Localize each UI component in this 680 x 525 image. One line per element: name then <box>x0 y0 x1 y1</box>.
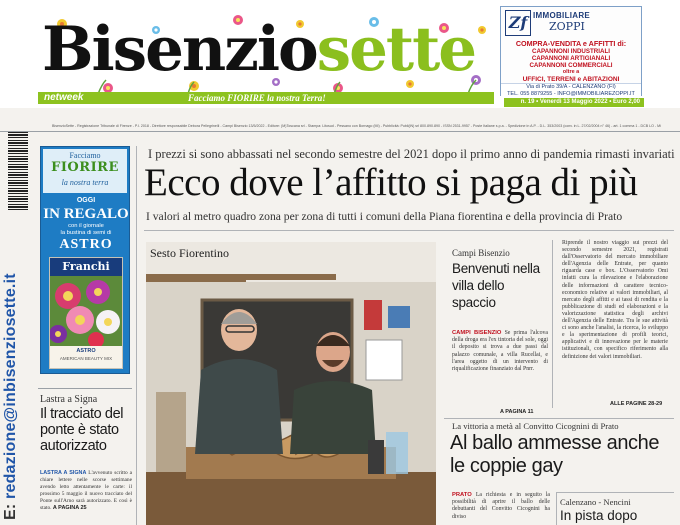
promo-facciamo: Facciamo <box>69 151 101 160</box>
logo-sette: sette <box>316 14 476 85</box>
vertical-email[interactable] <box>2 273 20 520</box>
barcode-icon <box>8 132 28 212</box>
campi-article <box>452 330 548 373</box>
campi-body-text: Se prima l'alcova della droga era l'ex tintoria del sole, oggi il deposito si trova a due passi dal palazzo comunale, a villa Rucellai, e l'area oggetto di un intervento di riqualificazione finanziato dal Pnrr. <box>452 330 548 373</box>
lastra-body-text: L'avvenuto scritto a chiare lettere nelle scorse settimane avendo letto attentamente le carte: il prossimo 5 maggio il nuovo tracciato del Ponte sull'Arno sarà autorizzato. E così è stato. <box>40 470 132 511</box>
main-article-body: Riprende il nostro viaggio sui prezzi del secondo semestre 2021, registrati dall'Osservatorio del mercato immobiliare dell'Agenzia delle Entrate, per quanto riguarda case e box. L'Osservatorio Omi infatti cura la rilevazione e l'elaborazione delle informazioni di carattere tecnico-economico relative ai valori immobiliari, al mercato degli affitti e ai tassi di rendita e la pubblicazione di studi ed elaborazioni e la valorizzazione statistica degli archivi dell'Agenzia delle Entrate. Tra le sue attività ci sono anche l'analisi, la ricerca, lo sviluppo e la sperimentazione di profili teorici, applicativi e di innovazione per le materie istituzionali, con specifico riferimento alla definizione dei valori immobiliari. <box>562 240 668 360</box>
imprint-line: BisenzioSette - Registrazione Tribunale di Firenze - P.I. 2018 - Direttore responsabile Debora Pellegrinelli - Campi Bisenzio 13/5/2022 - Editore: (M)Toscana srl - Stampa: Litosud - Pessano con Bornago (MI) - Pubblicità: Publi(iN) srl 800.890.890 - ISSN 2531-9957 - Poste Italiane s.p.a. - Spedizione in A.P. - D.L. 353/2003 (conv. in L. 27/02/2004 n° 46) - art. 1 comma 1 - DCB LO - Mi <box>52 124 661 128</box>
ad-name-line1: IMMOBILIARE <box>533 11 591 20</box>
seed-variety: AMERICAN BEAUTY MIX <box>59 356 113 361</box>
section-rule <box>444 418 674 419</box>
ballo-article <box>452 492 550 521</box>
promo-astro: ASTRO <box>59 237 113 252</box>
promo-fiorire: FIORIRE <box>51 160 119 175</box>
issue-info: n. 19 • Venerdì 13 Maggio 2022 • Euro 2,00 <box>504 98 644 107</box>
ballo-body-text: La richiesta e in seguito la possibilità di aprire il ballo delle debuttanti del Convitto Cicognini ha diviso <box>452 492 550 520</box>
netweek-logo: netweek <box>44 92 84 103</box>
ad-address: Via di Prato 39/A - CALENZANO (FI) TEL. 055 8879255 - INFO@IMMOBILIAREZOPPI.IT <box>501 83 641 96</box>
campi-kicker: Campi Bisenzio <box>452 248 510 258</box>
seed-packet-image <box>49 257 123 369</box>
zoppi-logo-icon: Zf <box>505 10 531 36</box>
main-kicker: I prezzi si sono abbassati nel secondo semestre del 2021 dopo il primo anno di pandemia rimasti invariati <box>148 147 675 161</box>
ad-headline: COMPRA-VENDITA e AFFITTI di: <box>515 39 627 48</box>
main-page-ref[interactable]: ALLE PAGINE 28-29 <box>610 401 663 407</box>
ballo-lead: PRATO <box>452 492 472 498</box>
immobiliare-zoppi-ad[interactable] <box>500 6 642 96</box>
ad-services-extra: UFFICI, TERRENI e ABITAZIONI <box>522 76 620 83</box>
calenzano-headline[interactable]: In pista dopo <box>560 508 638 523</box>
ad-name-line2: ZOPPI <box>549 20 585 33</box>
seed-name: ASTRO <box>76 348 96 354</box>
column-rule-2 <box>552 240 553 408</box>
sidebar-rule <box>38 388 132 389</box>
calenzano-kicker: Calenzano - Nencini <box>560 497 631 507</box>
sesto-fiorentino-photo[interactable] <box>146 242 436 525</box>
headline-rule <box>144 230 674 231</box>
lastra-headline[interactable]: Il tracciato del ponte è stato autorizzato <box>40 406 124 454</box>
top-rule <box>0 131 680 132</box>
column-rule <box>136 146 137 525</box>
promo-header <box>43 149 127 193</box>
lastra-kicker: Lastra a Signa <box>40 394 98 405</box>
masthead-logo <box>38 10 494 94</box>
photo-caption: Sesto Fiorentino <box>150 246 230 260</box>
main-headline[interactable]: Ecco dove l’affitto si paga di più <box>144 161 638 204</box>
lastra-page-ref[interactable]: A PAGINA 25 <box>52 505 87 511</box>
email-prefix: E: <box>2 503 19 520</box>
campi-headline[interactable]: Benvenuti nella villa dello spaccio <box>452 261 540 310</box>
masthead <box>0 0 680 108</box>
franchi-brand: Franchi <box>50 258 122 276</box>
promo-in-regalo: IN REGALO <box>43 206 129 222</box>
seed-promo-box[interactable] <box>40 146 130 374</box>
ballo-kicker: La vittoria a metà al Convitto Cicognini di Prato <box>452 421 619 431</box>
lastra-lead: LASTRA A SIGNA <box>40 470 87 476</box>
aster-flowers-icon <box>50 276 122 346</box>
campi-lead: CAMPI BISENZIO <box>452 330 502 336</box>
main-subheadline: I valori al metro quadro zona per zona di tutti i comuni della Piana fiorentina e della provincia di Prato <box>146 210 623 223</box>
promo-oggi: OGGI <box>76 197 96 204</box>
workshop-scene-image <box>146 242 436 525</box>
campi-page-ref[interactable]: A PAGINA 11 <box>500 409 534 415</box>
masthead-tagline: Facciamo FIORIRE la nostra Terra! <box>188 93 326 103</box>
promo-subtext: con il giornale la bustina di semi di <box>60 223 112 236</box>
logo-bisenzio: Bisenzio <box>42 14 317 85</box>
promo-nostra-terra: la nostra terra <box>61 178 109 187</box>
ad-oltre: oltre a <box>562 69 580 75</box>
ballo-headline[interactable]: Al ballo ammesse anche le coppie gay <box>450 432 660 477</box>
lastra-article <box>40 470 132 512</box>
ad-services: CAPANNONI INDUSTRIALI CAPANNONI ARTIGIANALI CAPANNONI COMMERCIALI <box>529 48 613 69</box>
email-link[interactable]: redazione@inbisenziosette.it <box>2 273 19 499</box>
